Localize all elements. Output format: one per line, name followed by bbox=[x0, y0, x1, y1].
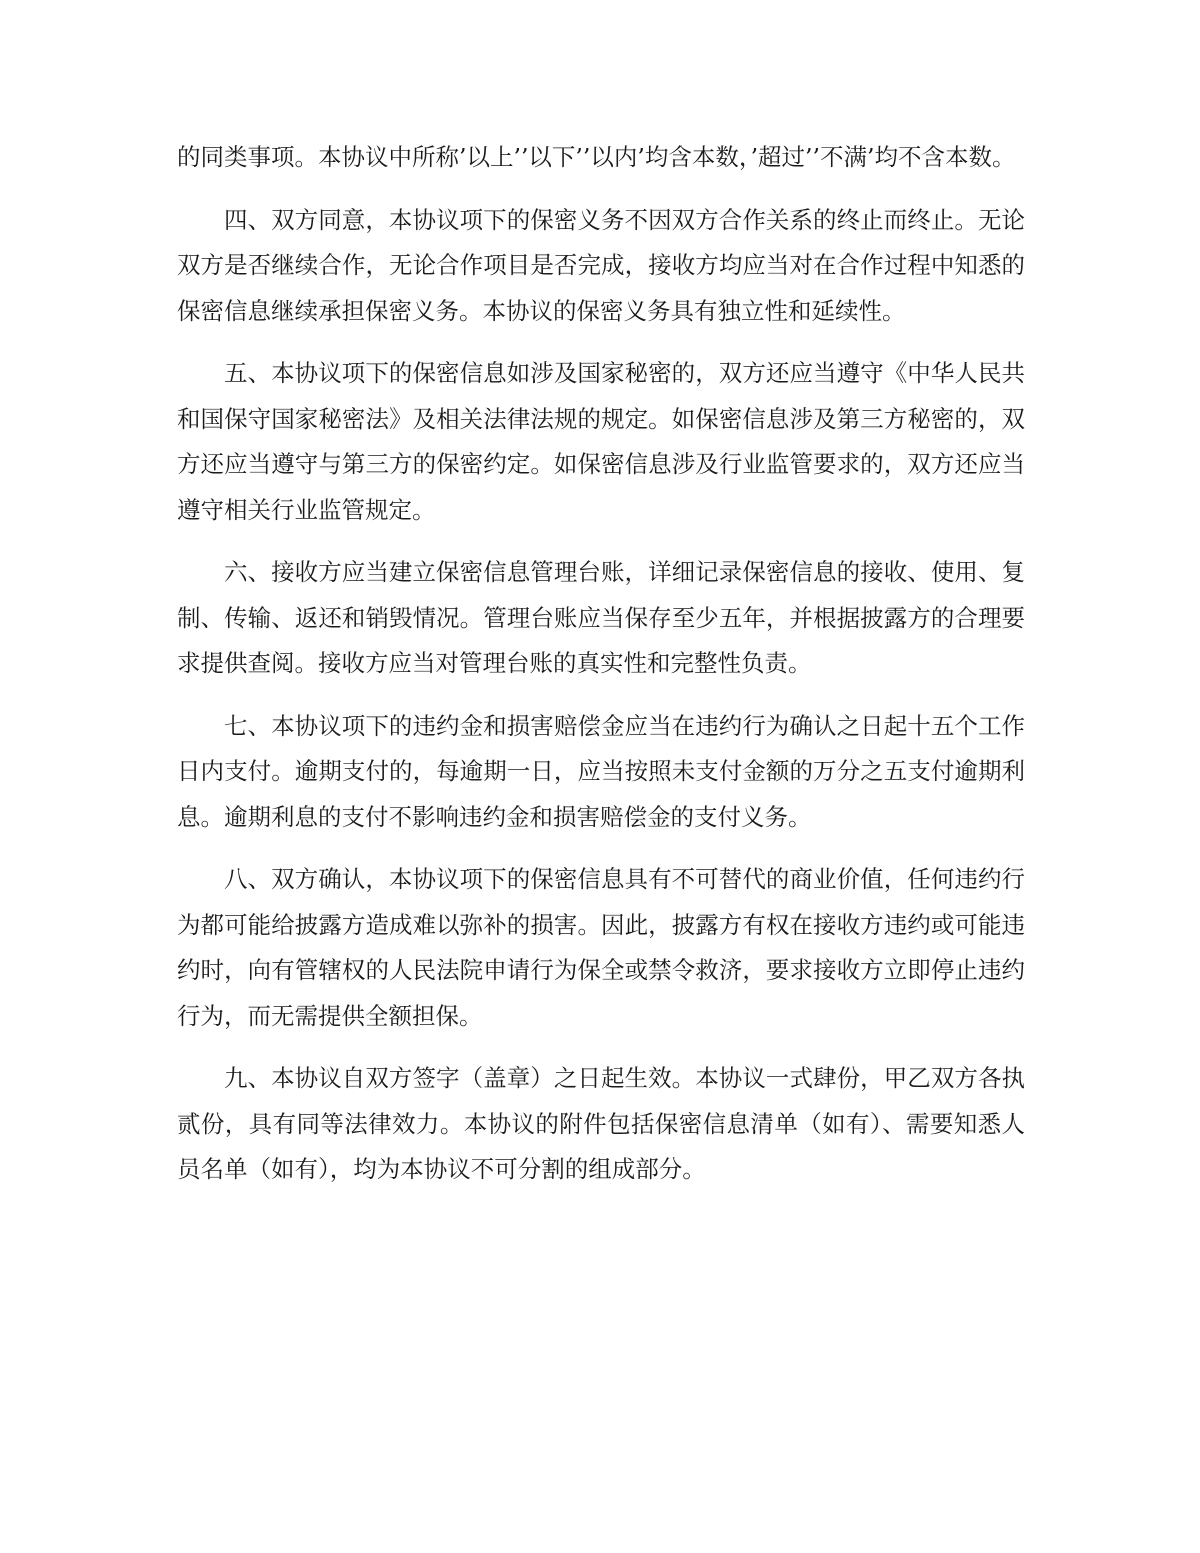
clause-8: 八、双方确认，本协议项下的保密信息具有不可替代的商业价值，任何违约行为都可能给披露方造成难以弥补的损害。因此，披露方有权在接收方违约或可能违约时，向有管辖权的人民法院申请行为保全或禁令救济，要求接收方立即停止违约行为，而无需提供全额担保。 bbox=[177, 865, 1025, 1030]
clause-6: 六、接收方应当建立保密信息管理台账，详细记录保密信息的接收、使用、复制、传输、返还和销毁情况。管理台账应当保存至少五年，并根据披露方的合理要求提供查阅。接收方应当对管理台账的真实性和完整性负责。 bbox=[177, 558, 1025, 677]
clause-4: 四、双方同意，本协议项下的保密义务不因双方合作关系的终止而终止。无论双方是否继续合作，无论合作项目是否完成，接收方均应当对在合作过程中知悉的保密信息继续承担保密义务。本协议的保密义务具有独立性和延续性。 bbox=[177, 205, 1025, 325]
clause-9: 九、本协议自双方签字（盖章）之日起生效。本协议一式肆份，甲乙双方各执贰份，具有同等法律效力。本协议的附件包括保密信息清单（如有）、需要知悉人员名单（如有），均为本协议不可分割的组成部分。 bbox=[177, 1064, 1025, 1183]
clause-5: 五、本协议项下的保密信息如涉及国家秘密的，双方还应当遵守《中华人民共和国保守国家秘密法》及相关法律法规的规定。如保密信息涉及第三方秘密的，双方还应当遵守与第三方的保密约定。如保密信息涉及行业监管要求的，双方还应当遵守相关行业监管规定。 bbox=[177, 359, 1025, 524]
document-body bbox=[177, 135, 1025, 1210]
clause-7: 七、本协议项下的违约金和损害赔偿金应当在违约行为确认之日起十五个工作日内支付。逾期支付的，每逾期一日，应当按照未支付金额的万分之五支付逾期利息。逾期利息的支付不影响违约金和损害赔偿金的支付义务。 bbox=[177, 711, 1025, 831]
paragraph-continued: 的同类事项。本协议中所称’以上’’以下’’以内’均含本数，’超过’’不满’均不含本数。 bbox=[177, 143, 1016, 171]
